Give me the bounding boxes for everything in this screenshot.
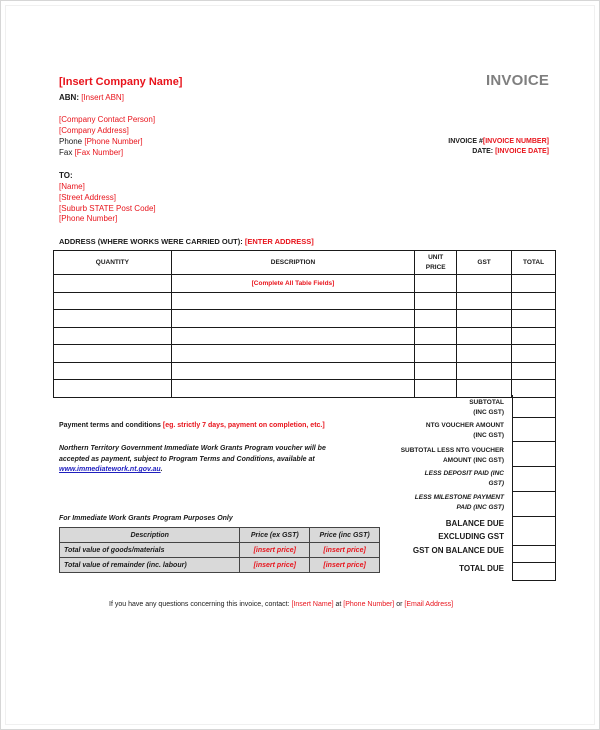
voucher-label — [426, 421, 504, 441]
voucher-label-l1: NTG VOUCHER AMOUNT — [425, 422, 504, 429]
cell-description[interactable] — [171, 292, 414, 310]
cell-total[interactable] — [512, 292, 556, 310]
table-row — [54, 380, 556, 398]
cell-quantity[interactable] — [54, 310, 172, 328]
abn-line — [59, 92, 124, 103]
subtotal-value[interactable] — [513, 395, 555, 417]
milestone-value[interactable] — [513, 491, 555, 516]
grants-row-price-inc[interactable]: [insert price] — [310, 558, 380, 573]
cell-unit-price[interactable] — [415, 327, 457, 345]
payment-terms-line — [59, 420, 325, 431]
table-row — [54, 327, 556, 345]
grants-header-description: Description — [60, 528, 240, 543]
cell-description[interactable] — [171, 310, 414, 328]
items-table — [53, 250, 556, 398]
cell-quantity[interactable] — [54, 345, 172, 363]
company-fax — [59, 147, 123, 158]
ntg-notice-line1: Northern Territory Government Immediate Work Grants Program voucher will be — [59, 445, 326, 452]
grants-caption: For Immediate Work Grants Program Purposes Only — [59, 515, 233, 522]
gst-balance-value[interactable] — [513, 545, 555, 562]
grants-row-description: Total value of goods/materials — [60, 543, 240, 558]
header-quantity: QUANTITY — [54, 251, 172, 275]
invoice-date-value: [INVOICE DATE] — [495, 148, 549, 155]
cell-unit-price[interactable] — [415, 275, 457, 293]
ntg-notice-line2: accepted as payment, subject to Program Terms and Conditions, available at — [59, 455, 315, 463]
works-address-value: [ENTER ADDRESS] — [244, 237, 314, 246]
recipient-name: [Name] — [59, 182, 85, 191]
less-voucher-label-l2: AMOUNT (INC GST) — [442, 457, 504, 464]
cell-description[interactable] — [171, 380, 414, 398]
abn-value: [Insert ABN] — [81, 93, 124, 102]
to-label: TO: — [59, 171, 73, 180]
cell-quantity[interactable] — [54, 327, 172, 345]
invoice-date-line — [472, 148, 549, 155]
cell-unit-price[interactable] — [415, 292, 457, 310]
works-address-label: ADDRESS (WHERE WORKS WERE CARRIED OUT): — [59, 237, 243, 246]
subtotal-label — [469, 398, 504, 418]
cell-description[interactable] — [171, 327, 414, 345]
less-voucher-label — [401, 446, 504, 466]
cell-description[interactable] — [171, 345, 414, 363]
cell-unit-price[interactable] — [415, 380, 457, 398]
milestone-label-l1: LESS MILESTONE PAYMENT — [414, 494, 504, 501]
deposit-label — [425, 469, 504, 489]
cell-description[interactable] — [171, 362, 414, 380]
cell-gst[interactable] — [457, 380, 512, 398]
cell-total[interactable] — [512, 345, 556, 363]
invoice-number-label: INVOICE # — [448, 138, 483, 145]
invoice-title: INVOICE — [486, 72, 550, 89]
footer-name: [Insert Name] — [291, 601, 334, 608]
phone-label: Phone — [59, 137, 83, 146]
header-unit-price-text: UNIT PRICE — [425, 253, 446, 271]
header-gst: GST — [457, 251, 512, 275]
grants-row-price-ex[interactable]: [insert price] — [240, 543, 310, 558]
footer-at: at — [335, 601, 342, 608]
works-address-line — [59, 236, 314, 247]
balance-label-l1: BALANCE DUE — [445, 519, 504, 528]
cell-quantity[interactable] — [54, 275, 172, 293]
subtotal-label-l2: (INC GST) — [473, 409, 504, 416]
table-row — [54, 275, 556, 293]
total-due-label: TOTAL DUE — [459, 564, 504, 573]
table-row — [54, 292, 556, 310]
cell-gst[interactable] — [457, 275, 512, 293]
cell-gst[interactable] — [457, 310, 512, 328]
cell-description[interactable]: [Complete All Table Fields] — [171, 275, 414, 293]
total-due-value[interactable] — [513, 562, 555, 580]
totals-value-column — [512, 395, 556, 581]
table-row — [54, 362, 556, 380]
grants-row-price-ex[interactable]: [insert price] — [240, 558, 310, 573]
phone-value: [Phone Number] — [84, 137, 143, 146]
table-row — [54, 310, 556, 328]
grants-header-price-inc: Price (inc GST) — [310, 528, 380, 543]
milestone-label — [415, 493, 504, 513]
deposit-value[interactable] — [513, 466, 555, 491]
less-voucher-value[interactable] — [513, 441, 555, 466]
grants-header-price-ex: Price (ex GST) — [240, 528, 310, 543]
subtotal-label-l1: SUBTOTAL — [469, 399, 504, 406]
grants-table — [59, 527, 380, 573]
cell-quantity[interactable] — [54, 380, 172, 398]
header-unit-price — [415, 251, 457, 275]
payment-terms-value: [eg. strictly 7 days, payment on completion, etc.] — [162, 422, 325, 429]
footer-email: [Email Address] — [404, 601, 454, 608]
grants-header-row — [60, 528, 380, 543]
grants-row-price-inc[interactable]: [insert price] — [310, 543, 380, 558]
footer-or: or — [396, 601, 403, 608]
recipient-phone: [Phone Number] — [59, 214, 118, 223]
balance-label-l2: EXCLUDING GST — [438, 532, 504, 541]
grants-row — [60, 558, 380, 573]
footer-contact — [109, 601, 453, 608]
company-name: [Insert Company Name] — [59, 76, 183, 88]
fax-label: Fax — [59, 148, 73, 157]
cell-total[interactable] — [512, 275, 556, 293]
gst-balance-label: GST ON BALANCE DUE — [412, 546, 504, 555]
cell-total[interactable] — [512, 310, 556, 328]
deposit-label-l1: LESS DEPOSIT PAID (INC — [424, 470, 504, 477]
grants-row-description: Total value of remainder (inc. labour) — [60, 558, 240, 573]
voucher-label-l2: (INC GST) — [473, 432, 504, 439]
cell-unit-price[interactable] — [415, 310, 457, 328]
header-total: TOTAL — [512, 251, 556, 275]
invoice-number-line — [448, 138, 549, 145]
items-header-row — [54, 251, 556, 275]
invoice-number-value: [INVOICE NUMBER] — [482, 138, 549, 145]
header-description: DESCRIPTION — [171, 251, 414, 275]
cell-total[interactable] — [512, 362, 556, 380]
cell-gst[interactable] — [457, 362, 512, 380]
company-contact-person: [Company Contact Person] — [59, 115, 156, 124]
invoice-date-label: DATE: — [472, 148, 494, 155]
balance-label — [438, 517, 504, 543]
less-voucher-label-l1: SUBTOTAL LESS NTG VOUCHER — [400, 447, 504, 454]
cell-quantity[interactable] — [54, 292, 172, 310]
recipient-street: [Street Address] — [59, 193, 116, 202]
footer-phone: [Phone Number] — [343, 601, 395, 608]
cell-gst[interactable] — [457, 345, 512, 363]
deposit-label-l2: GST) — [488, 480, 504, 487]
cell-unit-price[interactable] — [415, 345, 457, 363]
company-address: [Company Address] — [59, 126, 129, 135]
balance-value[interactable] — [513, 516, 555, 545]
abn-label: ABN: — [59, 93, 79, 102]
cell-unit-price[interactable] — [415, 362, 457, 380]
ntg-website-link[interactable]: www.immediatework.nt.gov.au — [59, 466, 161, 473]
table-row — [54, 345, 556, 363]
recipient-suburb: [Suburb STATE Post Code] — [59, 204, 156, 213]
cell-quantity[interactable] — [54, 362, 172, 380]
payment-terms-label: Payment terms and conditions — [59, 422, 161, 429]
fax-value: [Fax Number] — [74, 148, 124, 157]
company-phone — [59, 136, 143, 147]
footer-text: If you have any questions concerning this invoice, contact: — [109, 601, 290, 608]
ntg-notice-suffix: . — [160, 466, 163, 473]
milestone-label-l2: PAID (INC GST) — [456, 504, 504, 511]
cell-total[interactable] — [512, 327, 556, 345]
cell-gst[interactable] — [457, 327, 512, 345]
grants-row — [60, 543, 380, 558]
ntg-notice — [59, 444, 326, 476]
voucher-value[interactable] — [513, 417, 555, 441]
cell-gst[interactable] — [457, 292, 512, 310]
